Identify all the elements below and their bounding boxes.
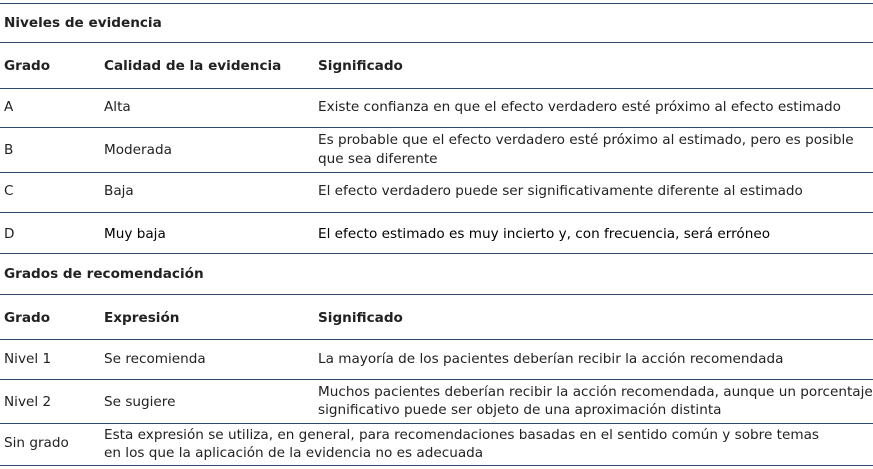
rule-bottom — [0, 465, 873, 466]
rule-evidence-header — [0, 88, 873, 89]
rec-nograde-text-line2: en los que la aplicación de la evidencia no es adecuada — [104, 445, 484, 461]
rule-evidence-title — [0, 42, 873, 43]
rule-row-d — [0, 253, 873, 254]
header-grade: Grado — [4, 58, 51, 74]
row-a-meaning: Existe confianza en que el efecto verdadero esté próximo al efecto estimado — [318, 99, 841, 115]
row-a-grade: A — [4, 99, 14, 115]
header-meaning: Significado — [318, 58, 403, 74]
section-title-evidence: Niveles de evidencia — [4, 15, 162, 31]
rec-header-expression: Expresión — [104, 310, 180, 326]
rec-row-1-grade: Nivel 1 — [4, 351, 52, 367]
row-b-grade: B — [4, 142, 14, 158]
rec-row-1-expression: Se recomienda — [104, 351, 206, 367]
row-d-meaning: El efecto estimado es muy incierto y, con frecuencia, será erróneo — [318, 226, 771, 242]
rule-top — [0, 3, 873, 4]
section-title-recommendation: Grados de recomendación — [4, 266, 204, 282]
header-quality: Calidad de la evidencia — [104, 58, 282, 74]
rec-header-grade: Grado — [4, 310, 51, 326]
row-b-quality: Moderada — [104, 142, 172, 158]
rule-row-c — [0, 212, 873, 213]
row-c-quality: Baja — [104, 183, 134, 199]
rec-nograde-text-line1: Esta expresión se utiliza, en general, para recomendaciones basadas en el sentido común y sobre temas — [104, 427, 819, 443]
rule-recommendation-header — [0, 339, 873, 340]
rule-row-a — [0, 127, 873, 128]
rec-row-1-meaning: La mayoría de los pacientes deberían recibir la acción recomendada — [318, 351, 784, 367]
row-d-grade: D — [4, 226, 15, 242]
row-d-quality: Muy baja — [104, 226, 166, 242]
rec-row-2-expression: Se sugiere — [104, 394, 176, 410]
rule-row-nivel2 — [0, 423, 873, 424]
rule-row-nivel1 — [0, 379, 873, 380]
row-a-quality: Alta — [104, 99, 131, 115]
rec-row-2-meaning-line2: significativo puede ser objeto de una aproximación distinta — [318, 402, 722, 418]
row-b-meaning-line2: que sea diferente — [318, 151, 438, 167]
rule-row-b — [0, 172, 873, 173]
rec-row-2-meaning-line1: Muchos pacientes deberían recibir la acción recomendada, aunque un porcentaje — [318, 384, 873, 400]
rule-recommendation-title — [0, 294, 873, 295]
rec-nograde-label: Sin grado — [4, 435, 69, 451]
rec-row-2-grade: Nivel 2 — [4, 394, 52, 410]
row-b-meaning-line1: Es probable que el efecto verdadero esté próximo al estimado, pero es posible — [318, 132, 854, 148]
row-c-grade: C — [4, 183, 14, 199]
row-c-meaning: El efecto verdadero puede ser significativamente diferente al estimado — [318, 183, 803, 199]
rec-header-meaning: Significado — [318, 310, 403, 326]
